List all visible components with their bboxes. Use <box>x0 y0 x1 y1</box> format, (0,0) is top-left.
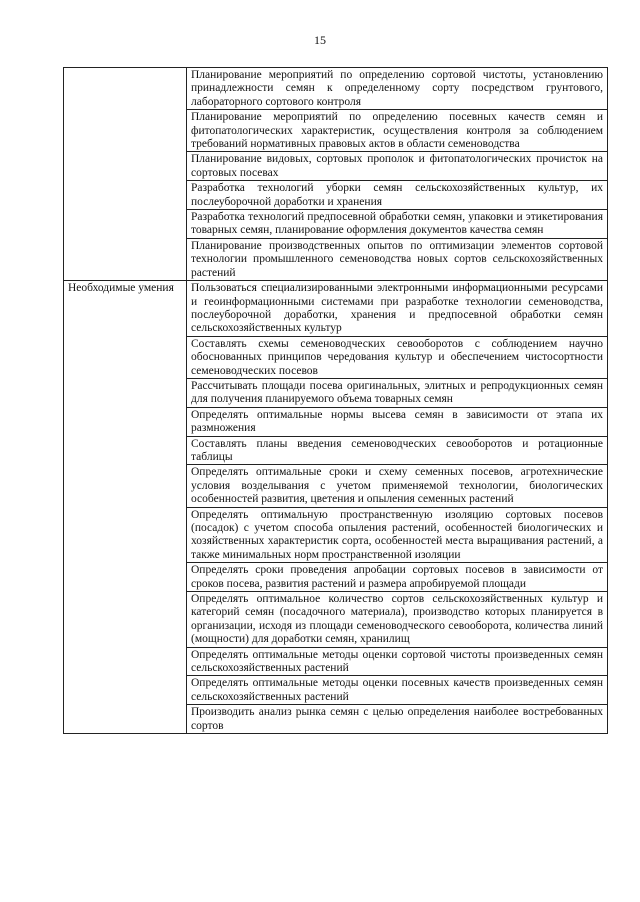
requirement-text: Составлять планы введения семеноводческих севооборотов и ротационные таблицы <box>187 436 608 465</box>
section-label <box>64 68 187 281</box>
requirement-text: Пользоваться специализированными электронными информационными ресурсами и геоинформационными системами при разработке технологии семеноводства, послеуборочной доработки, хранения и предпосевной обработки семян сельскохозяйственных культур <box>187 281 608 337</box>
requirement-text: Планирование мероприятий по определению сортовой чистоты, установлению принадлежности семян к определенному сорту посредством грунтового, лабораторного сортового контроля <box>187 68 608 110</box>
table-body <box>64 68 608 734</box>
requirement-text: Составлять схемы семеноводческих севооборотов с соблюдением научно обоснованных принципов чередования культур и обеспечением чистосортности семеноводческих посевов <box>187 336 608 378</box>
requirement-text: Определять оптимальные методы оценки посевных качеств произведенных семян сельскохозяйственных растений <box>187 676 608 705</box>
requirement-text: Определять оптимальные методы оценки сортовой чистоты произведенных семян сельскохозяйственных растений <box>187 647 608 676</box>
requirement-text: Разработка технологий уборки семян сельскохозяйственных культур, их послеуборочной доработки и хранения <box>187 181 608 210</box>
requirement-text: Планирование видовых, сортовых прополок и фитопатологических прочисток на сортовых посевах <box>187 152 608 181</box>
requirement-text: Определять оптимальные нормы высева семян в зависимости от этапа их размножения <box>187 407 608 436</box>
section-label: Необходимые умения <box>64 281 187 734</box>
table-row <box>64 281 608 337</box>
requirement-text: Разработка технологий предпосевной обработки семян, упаковки и этикетирования товарных семян, планирование оформления документов качества семян <box>187 210 608 239</box>
requirement-text: Определять оптимальные сроки и схему семенных посевов, агротехнические условия возделывания с учетом применяемой технологии, биологических особенностей развития, цветения и опыления семенных растений <box>187 465 608 507</box>
page-number: 15 <box>314 33 326 47</box>
requirement-text: Рассчитывать площади посева оригинальных, элитных и репродукционных семян для получения планируемого объема товарных семян <box>187 378 608 407</box>
requirement-text: Определять сроки проведения апробации сортовых посевов в зависимости от сроков посева, развития растений и размера апробируемой площади <box>187 563 608 592</box>
competency-table <box>63 67 608 734</box>
requirement-text: Определять оптимальное количество сортов сельскохозяйственных культур и категорий семян (посадочного материала), производство которых планируется в организации, исходя из площади семеноводческого севооборота, количества линий (мощности) для доработки семян, хранилищ <box>187 592 608 648</box>
requirement-text: Планирование мероприятий по определению посевных качеств семян и фитопатологических характеристик, осуществления контроля за соблюдением требований нормативных правовых актов в области семеноводства <box>187 110 608 152</box>
requirement-text: Определять оптимальную пространственную изоляцию сортовых посевов (посадок) с учетом способа опыления растений, особенностей биологических и хозяйственных характеристик сорта, особенностей места выращивания растений, а также минимальных норм пространственной изоляции <box>187 507 608 563</box>
requirement-text: Производить анализ рынка семян с целью определения наиболее востребованных сортов <box>187 705 608 734</box>
requirement-text: Планирование производственных опытов по оптимизации элементов сортовой технологии промышленного семеноводства новых сортов сельскохозяйственных растений <box>187 238 608 280</box>
table-row <box>64 68 608 110</box>
